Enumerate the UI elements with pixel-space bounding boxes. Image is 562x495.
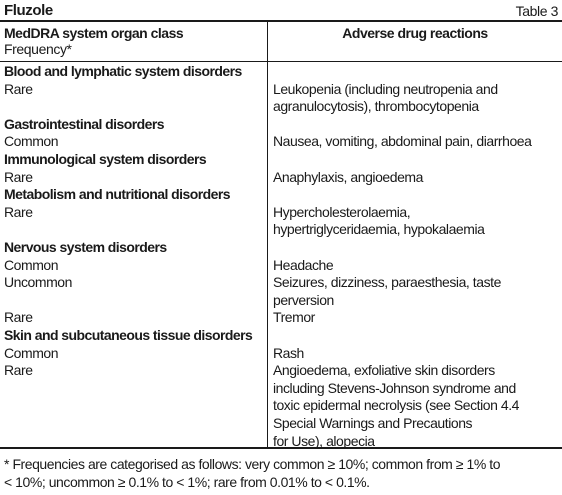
adverse-reaction-text: for Use), alopecia [273,432,375,449]
adverse-reaction-text: Angioedema, exfoliative skin disorders [273,362,495,379]
system-organ-class: Skin and subcutaneous tissue disorders [4,327,253,343]
table-number: Table 3 [515,3,558,19]
header-adverse-drug-reactions: Adverse drug reactions [342,25,488,41]
footnote-line-1: * Frequencies are categorised as follows: very common ≥ 10%; common from ≥ 1% to [4,456,501,472]
system-organ-class: Blood and lymphatic system disorders [4,63,242,79]
adverse-reaction-text: Seizures, dizziness, paraesthesia, taste [273,274,501,291]
adverse-reaction-text: Anaphylaxis, angioedema [273,168,423,185]
frequency-label: Uncommon [4,274,72,291]
adverse-reaction-text: Special Warnings and Precautions [273,415,473,431]
frequency-label: Rare [4,203,33,220]
header-rule [0,61,562,62]
frequency-label: Common [4,133,59,150]
adverse-reaction-text: Rash [273,344,304,361]
title-bar [0,0,562,22]
adverse-reaction-text: Hypercholesterolaemia, [273,203,411,220]
frequency-label: Rare [4,309,33,326]
frequency-label: Rare [4,80,33,97]
frequency-label: Common [4,256,59,273]
frequency-label: Common [4,344,59,361]
adverse-reaction-text: perversion [273,291,334,308]
adverse-reaction-text: Leukopenia (including neutropenia and [273,80,498,97]
header-left [4,25,264,57]
system-organ-class: Gastrointestinal disorders [4,115,164,132]
adverse-reaction-text: Tremor [273,309,315,326]
system-organ-class: Nervous system disorders [4,239,167,255]
adverse-reaction-text: hypertriglyceridaemia, hypokalaemia [273,221,485,238]
adverse-reaction-text: toxic epidermal necrolysis (see Section 4.4 [273,397,519,414]
header-system-organ-class: MedDRA system organ class [4,25,184,41]
adverse-reaction-text: Headache [273,256,334,273]
frequency-label: Rare [4,362,33,379]
adverse-reaction-text: agranulocytosis), thrombocytopenia [273,98,479,115]
system-organ-class: Immunological system disorders [4,151,207,167]
frequency-label: Rare [4,168,33,185]
drug-name: Fluzole [4,2,53,19]
footnote-line-2: < 10%; uncommon ≥ 0.1% to < 1%; rare from 0.01% to < 0.1%. [4,474,370,490]
adverse-reactions-table [0,22,562,449]
adverse-reaction-text: including Stevens-Johnson syndrome and [273,379,516,396]
column-divider [267,22,268,447]
adverse-reaction-text: Nausea, vomiting, abdominal pain, diarrhoea [273,133,532,150]
footnote [4,455,560,491]
header-frequency: Frequency* [4,41,72,57]
system-organ-class: Metabolism and nutritional disorders [4,186,231,203]
